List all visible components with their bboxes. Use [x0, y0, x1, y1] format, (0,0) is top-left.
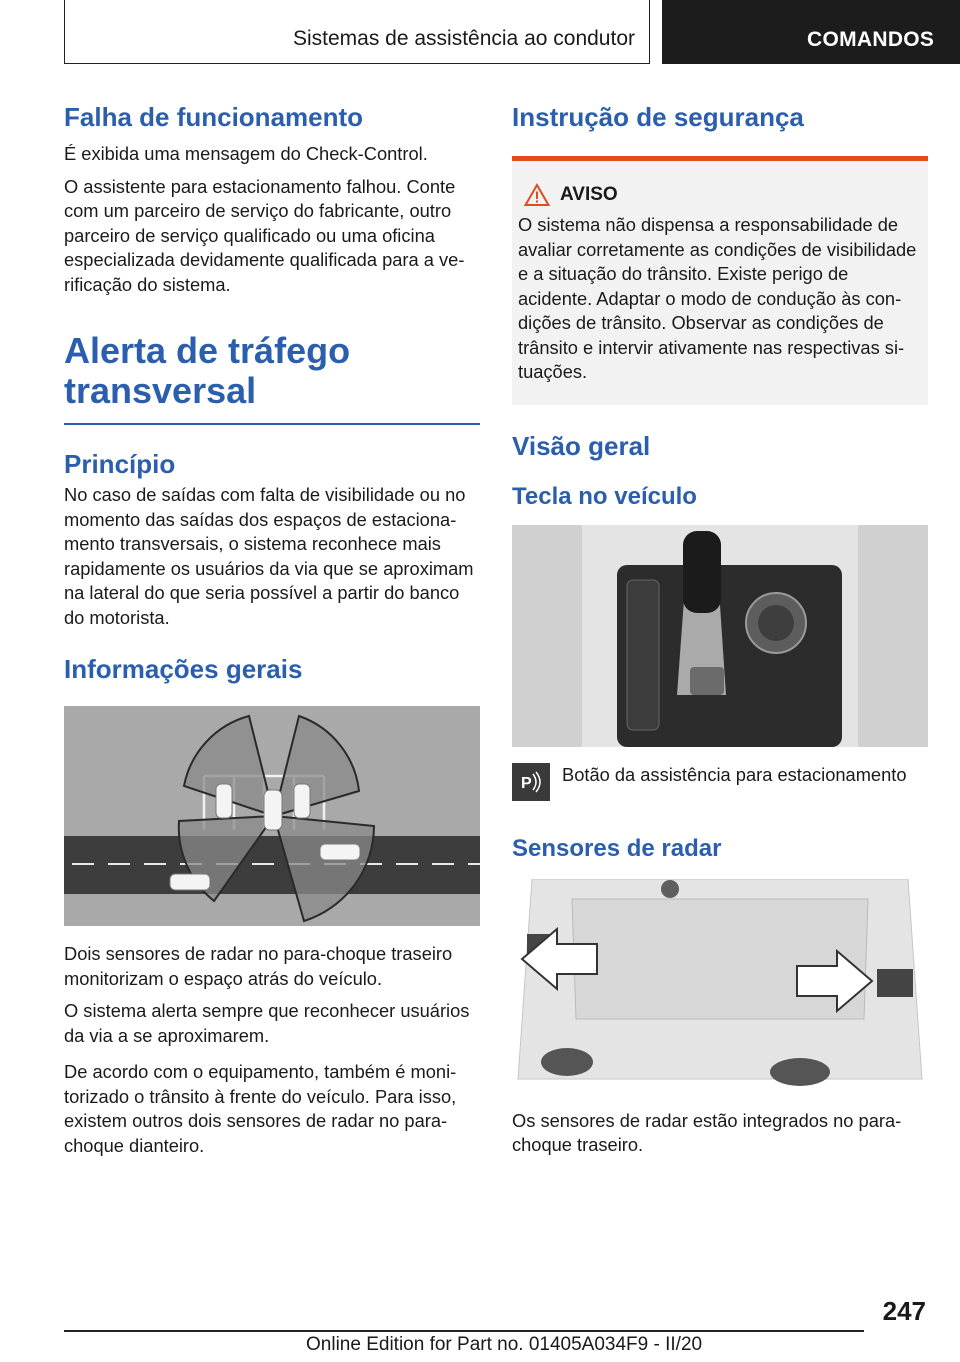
general-paragraph-2: O sistema alerta sempre que reconhecer usuários da via a se aproximarem. — [64, 1000, 470, 1046]
vehicle-button-heading: Tecla no veículo — [512, 482, 697, 510]
center-console-image — [512, 525, 928, 747]
warning-text: O sistema não dispensa a responsabilidade de avaliar corretamente as condições de visibilidade e a situação do trânsito. Existe perigo de acidente. Adaptar o modo de condução às condições de trânsito. Observar as condições de trânsito e intervir ativamente nas respectivas situações. — [518, 214, 917, 382]
header-chapter-title: COMANDOS — [807, 28, 935, 51]
cross-traffic-illustration — [64, 706, 480, 926]
principle-paragraph: No caso de saídas com falta de visibilidade ou no momento das saídas dos espaços de estacionamento transversais, o sistema reconhece mais rapidamente os usuários da via que se aproximam na lateral do que seria possível a partir do banco do motorista. — [64, 484, 474, 628]
svg-text:P: P — [521, 774, 532, 792]
radar-caption: Os sensores de radar estão integrados no para-choque traseiro. — [512, 1109, 902, 1155]
warning-header — [524, 183, 922, 207]
center-console-photo — [512, 525, 928, 747]
page-number: 247 — [882, 1296, 926, 1326]
main-title-line-1: Alerta de tráfego — [64, 330, 351, 371]
principle-heading: Princípio — [64, 449, 176, 479]
general-paragraph-1: Dois sensores de radar no para-choque traseiro monitorizam o espaço atrás do veículo. — [64, 943, 453, 989]
radar-sensors-heading: Sensores de radar — [512, 834, 722, 862]
malfunction-heading: Falha de funcionamento — [64, 102, 364, 132]
left-column — [64, 100, 480, 1158]
safety-heading: Instrução de segurança — [512, 102, 804, 132]
main-title — [64, 331, 480, 411]
overview-heading: Visão geral — [512, 430, 651, 461]
header-chapter-box — [662, 0, 960, 64]
malfunction-paragraph-1: É exibida uma mensagem do Check-Control. — [64, 143, 428, 164]
title-rule — [64, 423, 480, 425]
general-info-heading: Informações gerais — [64, 654, 303, 684]
cross-traffic-diagram — [64, 706, 480, 926]
parking-assist-button-icon — [512, 763, 550, 801]
radar-sensors-photo — [512, 879, 928, 1099]
footer-rule — [64, 1330, 864, 1332]
general-paragraph-3: De acordo com o equipamento, também é monitorizado o trânsito à frente do veículo. Para isso, existem outros dois sensores de radar no para-choque dianteiro. — [64, 1061, 457, 1156]
warning-label: AVISO — [560, 184, 618, 205]
header-section-box — [64, 0, 650, 64]
right-column — [512, 100, 928, 1158]
warning-box — [512, 156, 928, 405]
button-caption-row — [512, 763, 928, 801]
button-caption: Botão da assistência para estacionamento — [562, 763, 907, 785]
edition-info: Online Edition for Part no. 01405A034F9 - II/20 — [306, 1334, 703, 1355]
main-title-line-2: transversal — [64, 370, 257, 411]
rear-bumper-image — [512, 879, 928, 1099]
warning-triangle-icon — [524, 183, 550, 207]
header-section-title: Sistemas de assistência ao condutor — [292, 27, 635, 50]
malfunction-paragraph-2: O assistente para estacionamento falhou. Conte com um parceiro de serviço do fabricante, outro parceiro de serviço qualificado ou uma oficina especializada devidamente qualificada para a verificação do sistema. — [64, 175, 465, 295]
